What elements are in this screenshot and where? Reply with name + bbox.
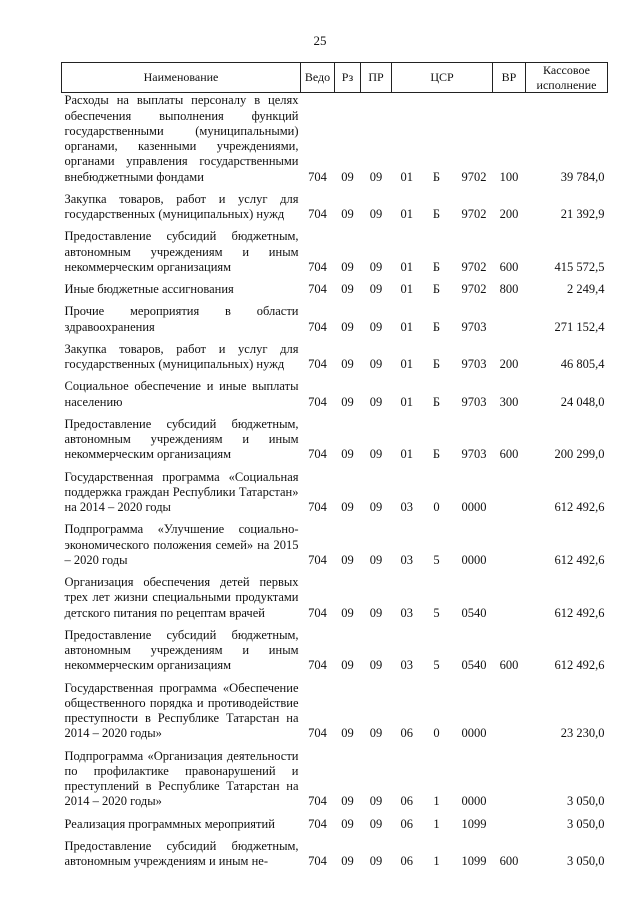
row-ved: 704 xyxy=(308,500,327,514)
row-csr-program: 01 xyxy=(400,447,413,462)
row-name: Закупка товаров, работ и услуг для государственных (муниципальных) нужд xyxy=(64,341,299,371)
row-csr-subprogram: Б xyxy=(432,207,441,221)
row-csr-subprogram: 5 xyxy=(433,605,440,620)
row-name: Закупка товаров, работ и услуг для государственных (муниципальных) нужд xyxy=(64,191,299,221)
row-csr-subprogram: Б xyxy=(432,259,441,274)
row-csr-program: 03 xyxy=(400,658,413,673)
row-name: Государственная программа «Социальная поддержка граждан Республики Татарстан» на 2014 – 2020 годы xyxy=(64,469,299,514)
row-rz: 09 xyxy=(341,552,354,567)
row-vr xyxy=(493,681,526,749)
row-sum: 21 392,9 xyxy=(560,207,605,221)
row-pr: 09 xyxy=(369,726,383,741)
row-csr xyxy=(392,575,493,628)
table-row xyxy=(62,379,608,417)
row-sum: 39 784,0 xyxy=(560,169,605,184)
row-vr xyxy=(493,522,526,575)
row-vr xyxy=(493,575,526,628)
header-rz: Рз xyxy=(335,63,361,93)
row-csr-subprogram: Б xyxy=(432,169,441,184)
table-row xyxy=(62,522,608,575)
row-vr: 600 xyxy=(499,658,519,673)
row-sum: 2 249,4 xyxy=(567,282,605,296)
row-pr: 09 xyxy=(369,658,383,673)
row-sum: 3 050,0 xyxy=(567,794,605,809)
row-csr-program: 03 xyxy=(400,605,413,620)
row-csr-subprogram: 1 xyxy=(433,816,440,831)
row-name: Предоставление субсидий бюджетным, автономным учреждениям и иным не- xyxy=(64,838,299,868)
table-row xyxy=(62,749,608,817)
row-name: Подпрограмма «Организация деятельности по профилактике правонарушений и преступлений в Республике Татарстан на 2014 – 2020 годы» xyxy=(64,748,299,809)
row-csr-direction: 1099 xyxy=(461,854,487,868)
row-pr: 09 xyxy=(369,552,383,567)
row-sum: 3 050,0 xyxy=(567,854,605,868)
row-vr: 600 xyxy=(499,447,519,462)
header-name: Наименование xyxy=(62,63,301,93)
row-ved: 704 xyxy=(308,605,327,620)
table-row xyxy=(62,817,608,839)
row-csr xyxy=(392,192,493,230)
header-sum: Кассовое исполнение xyxy=(526,63,608,93)
row-csr-direction: 1099 xyxy=(461,816,487,831)
row-csr-program: 06 xyxy=(400,854,413,868)
row-csr-direction: 9702 xyxy=(461,259,487,274)
row-name: Предоставление субсидий бюджетным, автономным учреждениям и иным некоммерческим организациям xyxy=(64,229,299,274)
row-rz: 09 xyxy=(341,854,354,868)
row-csr-subprogram: Б xyxy=(432,282,441,296)
row-csr-direction: 9703 xyxy=(461,394,487,409)
row-name: Подпрограмма «Улучшение социально-экономического положения семей» на 2015 – 2020 годы xyxy=(64,522,299,567)
row-name: Социальное обеспечение и иные выплаты населению xyxy=(64,379,299,409)
table-row xyxy=(62,470,608,523)
row-pr: 09 xyxy=(369,357,383,371)
row-csr-subprogram: Б xyxy=(432,394,441,409)
row-ved: 704 xyxy=(308,658,327,673)
row-rz: 09 xyxy=(341,816,354,831)
row-csr-direction: 0000 xyxy=(461,794,487,809)
row-csr xyxy=(392,282,493,304)
header-pr: ПР xyxy=(361,63,392,93)
table-header-row xyxy=(62,63,608,93)
table-row xyxy=(62,93,608,192)
row-vr xyxy=(493,817,526,839)
row-pr: 09 xyxy=(369,259,383,274)
row-csr-program: 01 xyxy=(400,357,413,371)
row-csr-program: 01 xyxy=(400,319,413,334)
row-csr-direction: 9702 xyxy=(461,169,487,184)
row-csr-program: 03 xyxy=(400,552,413,567)
row-csr-subprogram: Б xyxy=(432,319,441,334)
row-pr: 09 xyxy=(369,794,383,809)
header-csr: ЦСР xyxy=(392,63,493,93)
row-csr-program: 01 xyxy=(400,394,413,409)
row-pr: 09 xyxy=(369,282,383,296)
row-vr xyxy=(493,304,526,342)
row-csr-direction: 0000 xyxy=(461,500,487,514)
row-csr-program: 01 xyxy=(400,207,413,221)
row-rz: 09 xyxy=(341,500,354,514)
row-pr: 09 xyxy=(369,394,383,409)
row-csr xyxy=(392,379,493,417)
row-sum: 415 572,5 xyxy=(554,259,605,274)
row-name: Расходы на выплаты персоналу в целях обеспечения выполнения функций государственными (муниципальными) органами, казенными учреждениями, органами управления государственными внебюджетными фондами xyxy=(64,93,299,184)
row-name: Предоставление субсидий бюджетным, автономным учреждениям и иным некоммерческим организациям xyxy=(64,627,299,673)
row-csr xyxy=(392,342,493,380)
row-csr-direction: 9703 xyxy=(461,447,487,462)
row-csr xyxy=(392,417,493,470)
table-row xyxy=(62,304,608,342)
row-ved: 704 xyxy=(308,447,327,462)
row-pr: 09 xyxy=(369,207,383,221)
row-name: Предоставление субсидий бюджетным, автономным учреждениям и иным некоммерческим организациям xyxy=(64,416,299,462)
row-ved: 704 xyxy=(308,794,327,809)
row-csr-subprogram: 1 xyxy=(433,854,440,868)
row-csr xyxy=(392,229,493,282)
row-vr: 300 xyxy=(499,394,519,409)
row-vr: 600 xyxy=(499,259,519,274)
row-ved: 704 xyxy=(308,319,327,334)
row-rz: 09 xyxy=(341,394,354,409)
row-ved: 704 xyxy=(308,394,327,409)
row-name: Реализация программных мероприятий xyxy=(64,816,275,831)
row-vr xyxy=(493,470,526,523)
row-csr-program: 01 xyxy=(400,259,413,274)
row-rz: 09 xyxy=(341,658,354,673)
row-ved: 704 xyxy=(308,552,327,567)
row-rz: 09 xyxy=(341,319,354,334)
row-pr: 09 xyxy=(369,319,383,334)
row-csr-program: 01 xyxy=(400,169,413,184)
row-csr xyxy=(392,522,493,575)
row-vr xyxy=(493,749,526,817)
row-pr: 09 xyxy=(369,447,383,462)
row-csr xyxy=(392,839,493,877)
row-csr xyxy=(392,749,493,817)
row-sum: 612 492,6 xyxy=(554,552,605,567)
page-number: 25 xyxy=(313,33,327,48)
row-pr: 09 xyxy=(369,854,383,868)
row-ved: 704 xyxy=(308,357,327,371)
row-csr-subprogram: Б xyxy=(432,447,441,462)
row-rz: 09 xyxy=(341,726,354,741)
row-csr-subprogram: Б xyxy=(432,357,441,371)
row-csr-program: 03 xyxy=(400,500,413,514)
row-csr xyxy=(392,817,493,839)
row-rz: 09 xyxy=(341,447,354,462)
row-sum: 271 152,4 xyxy=(554,319,605,334)
row-vr: 200 xyxy=(499,357,519,371)
row-csr xyxy=(392,681,493,749)
row-rz: 09 xyxy=(341,282,354,296)
row-vr: 600 xyxy=(499,854,519,868)
row-csr-direction: 9703 xyxy=(461,357,487,371)
header-vr: ВР xyxy=(493,63,526,93)
row-sum: 200 299,0 xyxy=(554,447,605,462)
row-name: Организация обеспечения детей первых трех лет жизни специальными продуктами детского питания по рецептам врачей xyxy=(64,575,299,620)
row-csr-direction: 0000 xyxy=(461,726,487,741)
row-pr: 09 xyxy=(369,605,383,620)
table-row xyxy=(62,575,608,628)
row-rz: 09 xyxy=(341,169,354,184)
row-pr: 09 xyxy=(369,816,383,831)
row-name: Государственная программа «Обеспечение общественного порядка и противодействие преступности в Республике Татарстан на 2014 – 2020 годы» xyxy=(64,680,299,741)
row-pr: 09 xyxy=(369,500,383,514)
row-sum: 612 492,6 xyxy=(554,658,605,673)
row-csr-direction: 9702 xyxy=(461,207,487,221)
row-csr xyxy=(392,628,493,681)
table-row xyxy=(62,681,608,749)
row-csr-direction: 9703 xyxy=(461,319,487,334)
row-sum: 612 492,6 xyxy=(554,500,605,514)
row-ved: 704 xyxy=(308,726,327,741)
row-csr xyxy=(392,304,493,342)
row-ved: 704 xyxy=(308,816,327,831)
row-csr-program: 06 xyxy=(400,794,413,809)
table-row xyxy=(62,229,608,282)
row-csr-direction: 0540 xyxy=(461,658,487,673)
row-rz: 09 xyxy=(341,794,354,809)
row-rz: 09 xyxy=(341,605,354,620)
row-sum: 23 230,0 xyxy=(560,726,605,741)
row-csr-subprogram: 5 xyxy=(433,552,440,567)
table-row xyxy=(62,839,608,877)
row-csr-subprogram: 5 xyxy=(433,658,440,673)
row-vr: 200 xyxy=(499,207,519,221)
row-ved: 704 xyxy=(308,854,327,868)
budget-table xyxy=(61,62,608,876)
row-ved: 704 xyxy=(308,169,327,184)
row-csr-subprogram: 0 xyxy=(433,500,440,514)
row-csr xyxy=(392,470,493,523)
row-ved: 704 xyxy=(308,282,327,296)
row-csr-direction: 0000 xyxy=(461,552,487,567)
row-csr-program: 06 xyxy=(400,816,413,831)
row-csr-direction: 9702 xyxy=(461,282,487,296)
table-row xyxy=(62,417,608,470)
row-rz: 09 xyxy=(341,259,354,274)
table-row xyxy=(62,628,608,681)
header-ved: Ведо xyxy=(301,63,335,93)
row-csr-subprogram: 0 xyxy=(433,726,440,741)
row-ved: 704 xyxy=(308,207,327,221)
row-name: Прочие мероприятия в области здравоохранения xyxy=(64,304,299,334)
row-vr: 100 xyxy=(499,169,519,184)
row-vr: 800 xyxy=(499,282,519,296)
table-row xyxy=(62,282,608,304)
row-name: Иные бюджетные ассигнования xyxy=(64,282,234,296)
row-sum: 24 048,0 xyxy=(560,394,605,409)
row-csr-direction: 0540 xyxy=(461,605,487,620)
row-pr: 09 xyxy=(369,169,383,184)
row-csr-program: 01 xyxy=(400,282,413,296)
row-sum: 3 050,0 xyxy=(567,816,605,831)
row-csr xyxy=(392,93,493,192)
row-rz: 09 xyxy=(341,357,354,371)
table-row xyxy=(62,342,608,380)
row-rz: 09 xyxy=(341,207,354,221)
row-sum: 612 492,6 xyxy=(554,605,605,620)
table-body xyxy=(62,93,608,877)
row-sum: 46 805,4 xyxy=(560,357,605,371)
row-csr-subprogram: 1 xyxy=(433,794,440,809)
row-ved: 704 xyxy=(308,259,327,274)
row-csr-program: 06 xyxy=(400,726,413,741)
table-row xyxy=(62,192,608,230)
